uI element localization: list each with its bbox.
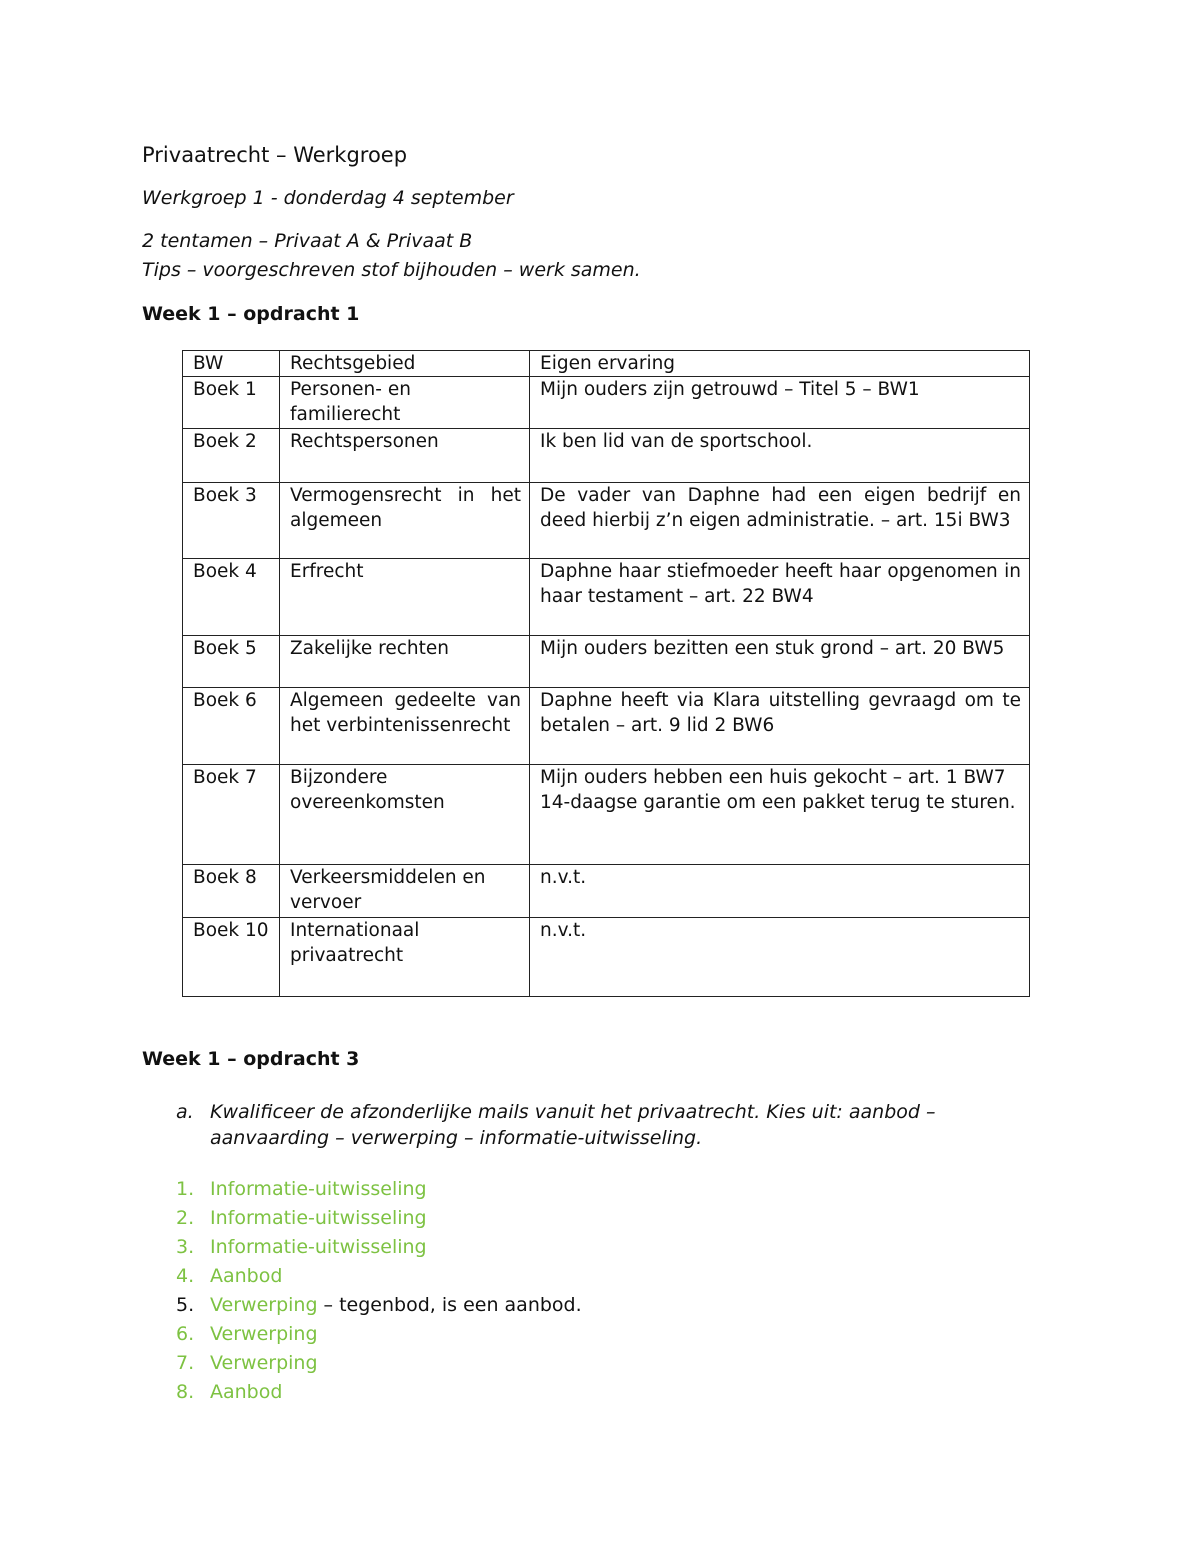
exams-line: 2 tentamen – Privaat A & Privaat B xyxy=(142,230,473,252)
table-row xyxy=(183,865,1030,918)
table-cell-ervaring: De vader van Daphne had een eigen bedrijf en deed hierbij z’n eigen administratie. – art. 15i BW3 xyxy=(530,483,1030,559)
table-row xyxy=(183,765,1030,865)
answer-number: 3. xyxy=(176,1236,195,1258)
table-header-cell: Rechtsgebied xyxy=(280,351,530,377)
table-cell-ervaring: Daphne haar stiefmoeder heeft haar opgenomen in haar testament – art. 22 BW4 xyxy=(530,559,1030,636)
list-item xyxy=(142,1349,1042,1378)
bw-table xyxy=(182,350,1030,997)
document-page xyxy=(142,138,1042,1403)
document-subtitle: Werkgroep 1 - donderdag 4 september xyxy=(142,187,514,209)
table-cell-gebied: Rechtspersonen xyxy=(280,429,530,483)
list-item xyxy=(142,1204,1042,1233)
ervaring-line: 14-daagse garantie om een pakket terug te sturen. xyxy=(540,792,1016,813)
table-cell-bw: Boek 8 xyxy=(183,865,280,918)
table-cell-ervaring: Ik ben lid van de sportschool. xyxy=(530,429,1030,483)
table-cell-ervaring xyxy=(530,765,1030,865)
table-cell-ervaring: Daphne heeft via Klara uitstelling gevraagd om te betalen – art. 9 lid 2 BW6 xyxy=(530,688,1030,765)
answer-number: 5. xyxy=(176,1294,195,1316)
section-opdracht-3 xyxy=(142,1044,1042,1407)
answer-text: Informatie-uitwisseling xyxy=(210,1178,427,1200)
table-cell-bw: Boek 5 xyxy=(183,636,280,688)
section-heading-opdracht-1: Week 1 – opdracht 1 xyxy=(142,303,360,325)
answer-number: 2. xyxy=(176,1207,195,1229)
list-item xyxy=(142,1378,1042,1407)
table-cell-gebied: Verkeersmiddelen en vervoer xyxy=(280,865,530,918)
table-cell-gebied: Internationaal privaatrecht xyxy=(280,918,530,997)
table-cell-bw: Boek 3 xyxy=(183,483,280,559)
answer-number: 1. xyxy=(176,1178,195,1200)
table-row xyxy=(183,918,1030,997)
table-cell-bw: Boek 7 xyxy=(183,765,280,865)
answer-text: Aanbod xyxy=(210,1381,283,1403)
table-cell-ervaring: Mijn ouders bezitten een stuk grond – art. 20 BW5 xyxy=(530,636,1030,688)
question-text: Kwalificeer de afzonderlijke mails vanuit het privaatrecht. Kies uit: aanbod – aanvaarding – verwerping – informatie-uitwisseling. xyxy=(210,1101,936,1149)
list-item xyxy=(142,1175,1042,1204)
list-item xyxy=(142,1291,1042,1320)
table-header-cell: BW xyxy=(183,351,280,377)
table-cell-ervaring: n.v.t. xyxy=(530,865,1030,918)
section-heading-opdracht-3: Week 1 – opdracht 3 xyxy=(142,1048,360,1070)
list-item xyxy=(142,1262,1042,1291)
table-row xyxy=(183,559,1030,636)
answer-text: Aanbod xyxy=(210,1265,283,1287)
ervaring-line: Mijn ouders hebben een huis gekocht – art. 1 BW7 xyxy=(540,767,1006,788)
table-row xyxy=(183,377,1030,429)
table-cell-gebied: Personen- en familierecht xyxy=(280,377,530,429)
table-cell-bw: Boek 4 xyxy=(183,559,280,636)
list-item xyxy=(142,1320,1042,1349)
list-item xyxy=(142,1233,1042,1262)
table-cell-bw: Boek 1 xyxy=(183,377,280,429)
answer-number: 4. xyxy=(176,1265,195,1287)
tips-line: Tips – voorgeschreven stof bijhouden – werk samen. xyxy=(142,259,641,281)
table-cell-bw: Boek 10 xyxy=(183,918,280,997)
answer-number: 6. xyxy=(176,1323,195,1345)
answer-number: 7. xyxy=(176,1352,195,1374)
answer-text: Verwerping xyxy=(210,1294,318,1316)
question-label: a. xyxy=(176,1101,194,1123)
question-a xyxy=(142,1099,1040,1151)
table-header-cell: Eigen ervaring xyxy=(530,351,1030,377)
table-header-row xyxy=(183,351,1030,377)
table-row xyxy=(183,483,1030,559)
answer-text: Verwerping xyxy=(210,1352,318,1374)
table-cell-bw: Boek 6 xyxy=(183,688,280,765)
table-cell-gebied: Algemeen gedeelte van het verbintenissenrecht xyxy=(280,688,530,765)
table-cell-gebied: Erfrecht xyxy=(280,559,530,636)
answer-note: – tegenbod, is een aanbod. xyxy=(317,1294,582,1316)
table-cell-bw: Boek 2 xyxy=(183,429,280,483)
answer-text: Informatie-uitwisseling xyxy=(210,1236,427,1258)
table-cell-ervaring: n.v.t. xyxy=(530,918,1030,997)
table-cell-gebied: Zakelijke rechten xyxy=(280,636,530,688)
document-title: Privaatrecht – Werkgroep xyxy=(142,143,408,167)
answer-number: 8. xyxy=(176,1381,195,1403)
table-row xyxy=(183,688,1030,765)
table-cell-gebied: Vermogensrecht in het algemeen xyxy=(280,483,530,559)
table-cell-ervaring: Mijn ouders zijn getrouwd – Titel 5 – BW1 xyxy=(530,377,1030,429)
answer-text: Verwerping xyxy=(210,1323,318,1345)
answer-list xyxy=(142,1175,1042,1407)
answer-text: Informatie-uitwisseling xyxy=(210,1207,427,1229)
table-row xyxy=(183,636,1030,688)
table-cell-gebied: Bijzondere overeenkomsten xyxy=(280,765,530,865)
table-row xyxy=(183,429,1030,483)
